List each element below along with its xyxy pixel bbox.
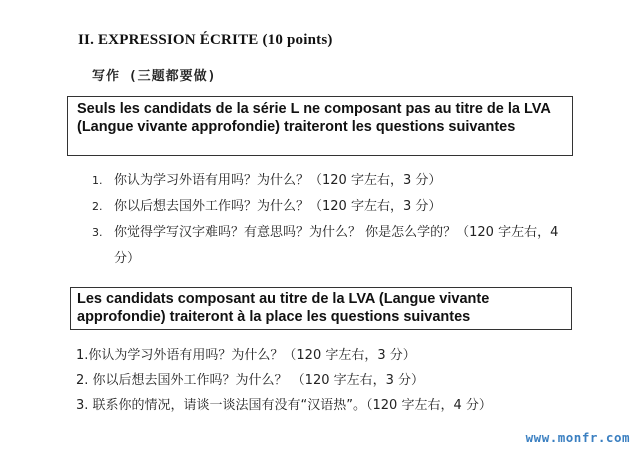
list-item-text: 你认为学习外语有用吗？为什么？（120 字左右，3 分） [114, 173, 442, 188]
list-item [92, 220, 572, 272]
instruction-box-1-text: Seuls les candidats de la série L ne composant pas au titre de la LVA (Langue vivante approfondie) traiteront les questions suivantes [77, 101, 551, 135]
list-item [92, 168, 572, 194]
list-item-number: 1. [92, 174, 103, 187]
list-item [92, 194, 572, 220]
instruction-box-2 [70, 287, 572, 330]
list-item-text: 你觉得学写汉字难吗？有意思吗？为什么？ 你是怎么学的？（120 字左右，4 分） [114, 225, 559, 266]
question-list-1 [92, 168, 572, 272]
instruction-box-1 [67, 96, 573, 156]
list-item-text: 你以后想去国外工作吗？为什么？（120 字左右，3 分） [114, 199, 442, 214]
watermark: www.monfr.com [525, 430, 630, 445]
question-list-2 [76, 343, 576, 418]
list-item: 2. 你以后想去国外工作吗？为什么？ （120 字左右，3 分） [76, 373, 425, 388]
section-title: II. EXPRESSION ÉCRITE (10 points) [78, 32, 333, 48]
list-item-number: 2. [92, 200, 103, 213]
list-item: 3. 联系你的情况，请谈一谈法国有没有“汉语热”。（120 字左右，4 分） [76, 398, 492, 413]
list-item-number: 3. [92, 226, 103, 239]
instruction-box-2-text: Les candidats composant au titre de la LVA (Langue vivante approfondie) traiteront à la place les questions suivantes [77, 291, 490, 325]
list-item: 1.你认为学习外语有用吗？为什么？（120 字左右，3 分） [76, 348, 416, 363]
subtitle: 写作 (三题都要做) [92, 69, 217, 84]
